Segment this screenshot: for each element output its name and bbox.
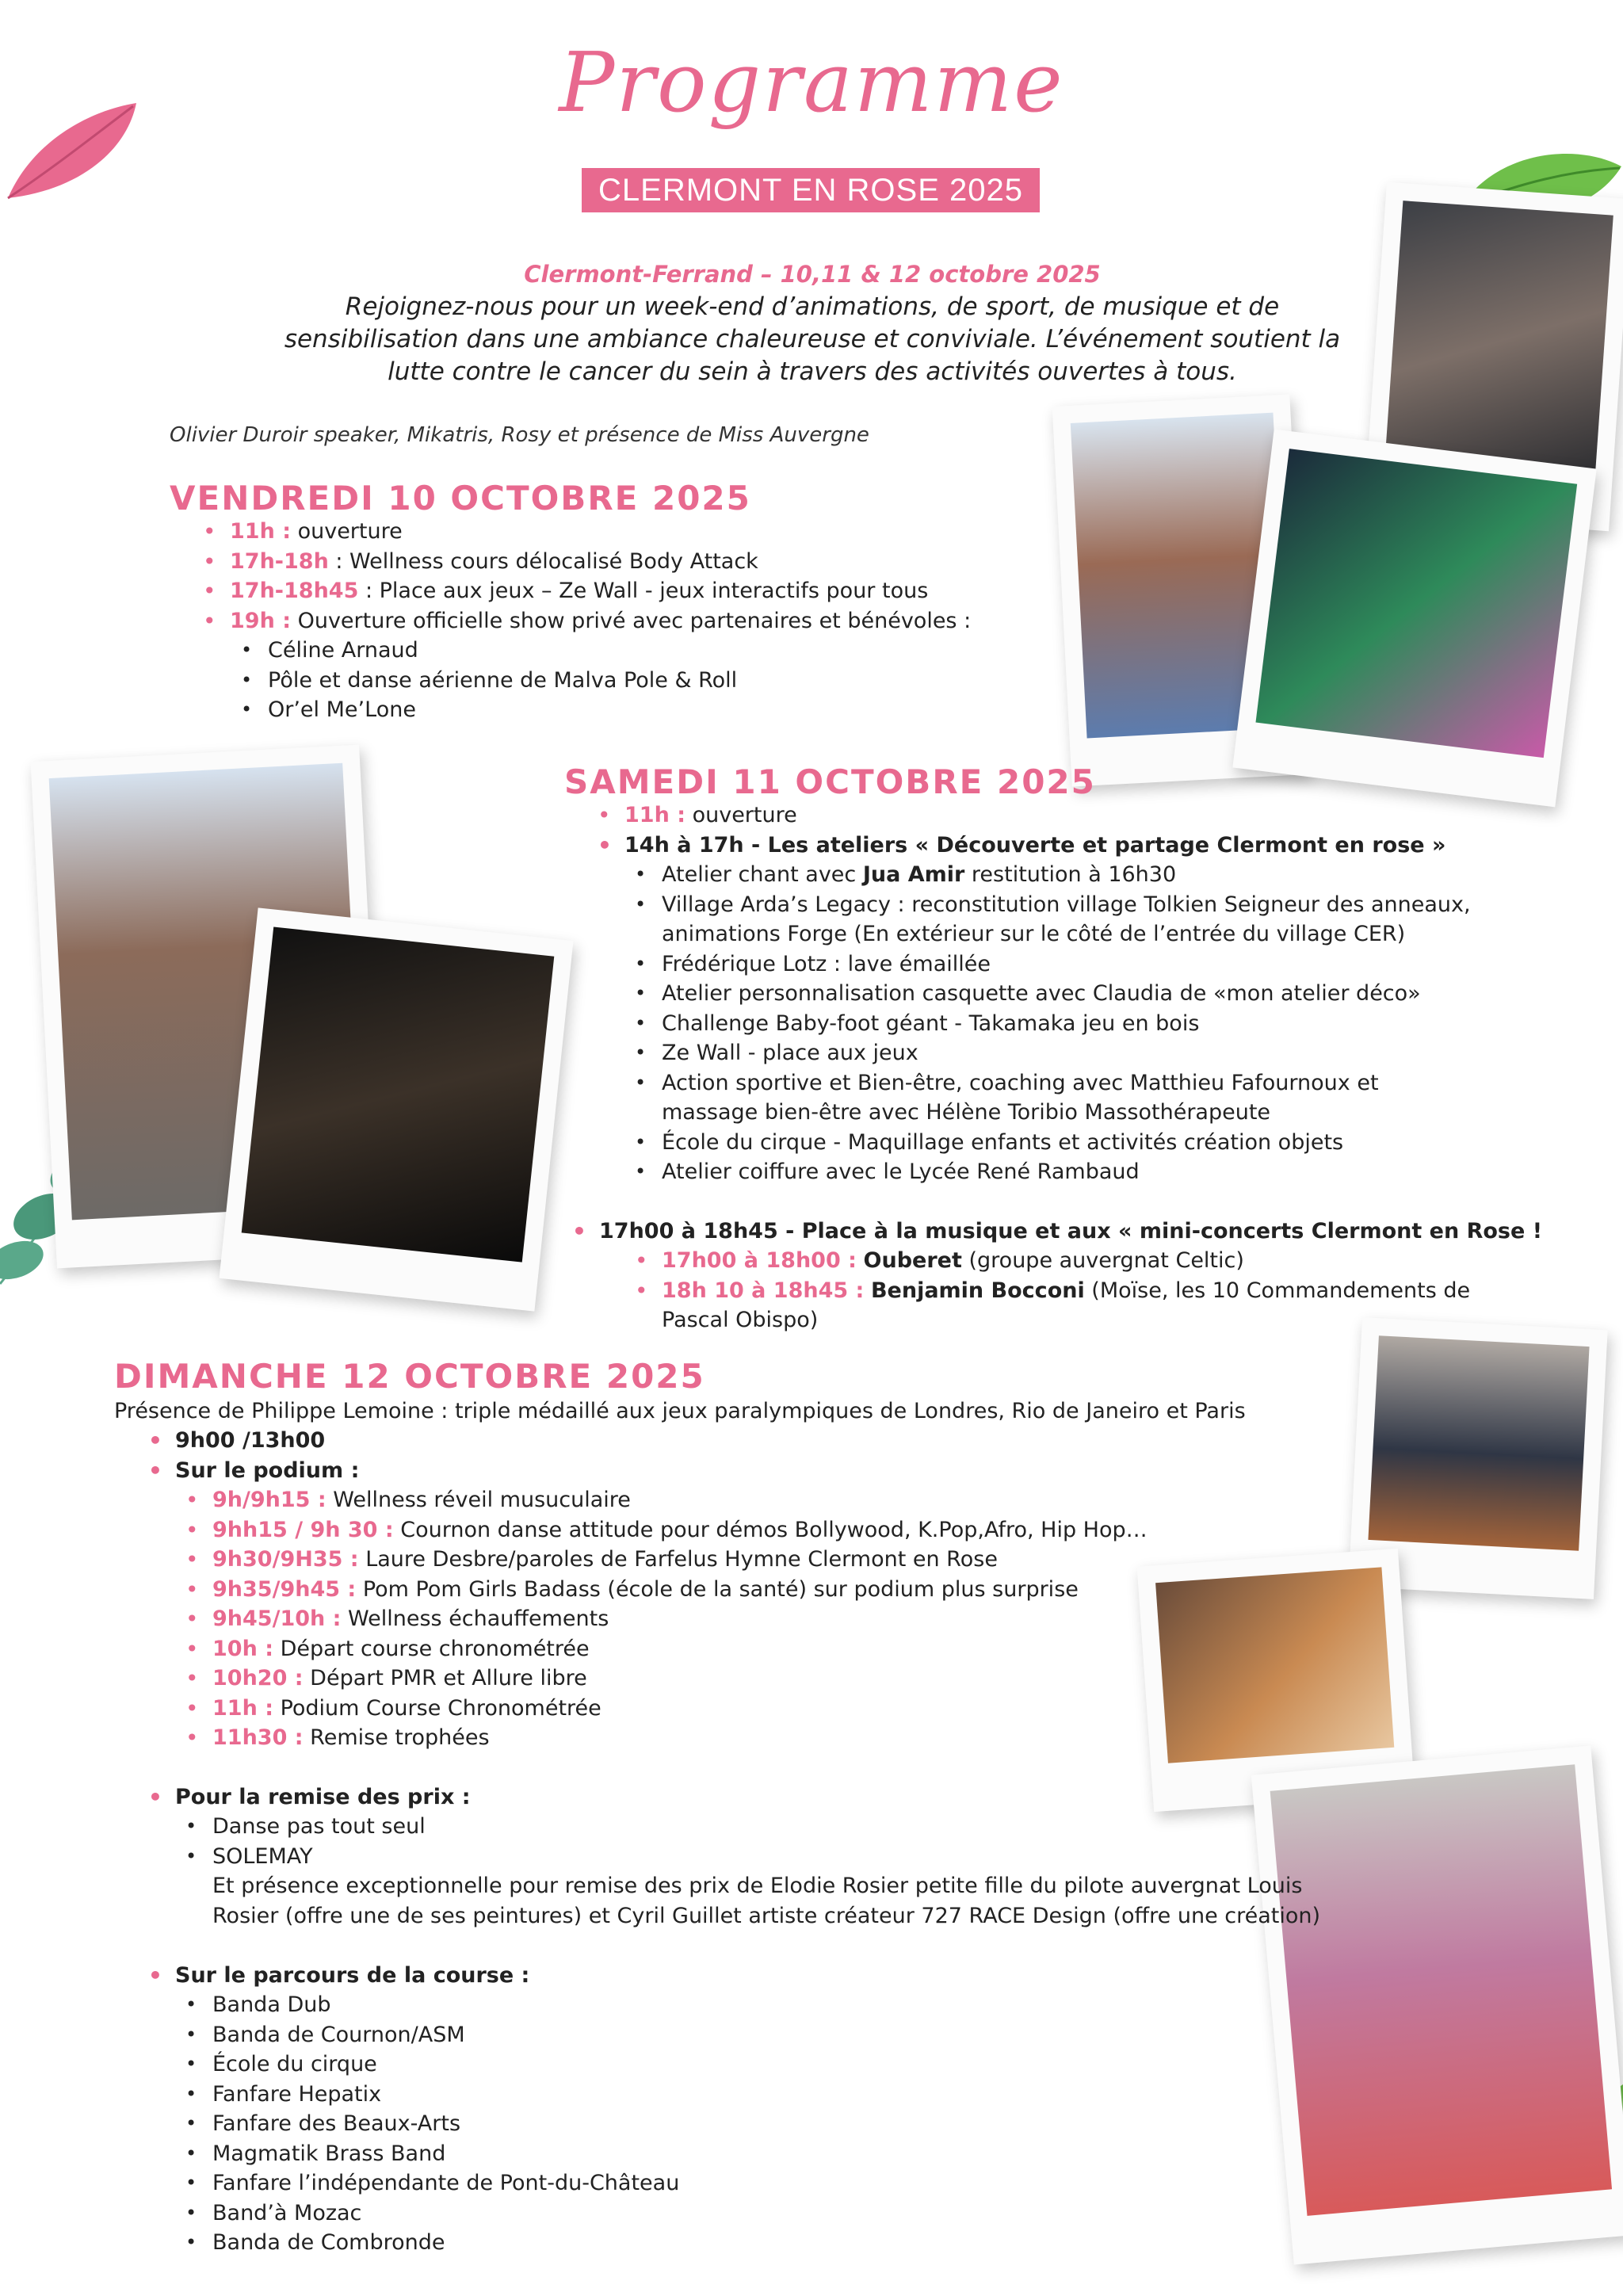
prizes-section [175,1782,471,1813]
list-item: • Magmatik Brass Band [212,2139,679,2169]
list-item: • 11h : ouverture [624,800,1445,831]
friday-sublist [268,636,737,725]
sunday-presence: Présence de Philippe Lemoine : triple médaillé aux jeux paralympiques de Londres, Rio de Janeiro et Paris [114,1399,1246,1423]
photo-award-ceremony [1251,1745,1623,2264]
list-item: • 17h-18h45 : Place aux jeux – Ze Wall - jeux interactifs pour tous [230,576,971,606]
list-item: • Action sportive et Bien-être, coaching avec Matthieu Fafournoux et massage bien-être avec Hélène Toribio Massothérapeute [662,1068,1471,1128]
list-item: • Band’à Mozac [212,2199,679,2229]
list-item: • 9hh15 / 9h 30 : Cournon danse attitude pour démos Bollywood, K.Pop,Afro, Hip Hop… [212,1515,1148,1545]
saturday-list [624,800,1445,860]
list-item: • Frédérique Lotz : lave émaillée [662,949,1471,980]
list-item: • 11h30 : Remise trophées [212,1723,1148,1753]
photo-band [220,907,574,1311]
concerts-section [599,1217,1542,1247]
list-item: • 11h : ouverture [230,517,971,547]
saturday-heading: SAMEDI 11 OCTOBRE 2025 [564,762,1096,801]
list-item: • 17h-18h : Wellness cours délocalisé Body Attack [230,547,971,577]
list-item: • 10h : Départ course chronométrée [212,1634,1148,1664]
title-banner: CLERMONT EN ROSE 2025 [582,168,1040,212]
intro-line: lutte contre le cancer du sein à travers des activités ouvertes à tous. [388,357,1237,386]
list-item: • Pôle et danse aérienne de Malva Pole & Roll [268,666,737,696]
podium-list [212,1485,1148,1753]
intro-block [238,258,1387,388]
ateliers-title: • 14h à 17h - Les ateliers « Découverte et partage Clermont en rose » [624,831,1445,861]
list-item: • Fanfare Hepatix [212,2080,679,2110]
programme-script-title: Programme [559,34,1064,131]
list-item: • Or’el Me’Lone [268,695,737,725]
list-item: • Fanfare des Beaux-Arts [212,2109,679,2139]
list-item: • École du cirque - Maquillage enfants et activités création objets [662,1128,1471,1158]
podium-title: • Sur le podium : [175,1456,359,1486]
list-item: • 11h : Podium Course Chronométrée [212,1694,1148,1724]
list-item: • Atelier chant avec Jua Amir restitution à 16h30 [662,860,1471,890]
list-item: • 9h00 /13h00 [175,1426,359,1456]
list-item: • SOLEMAY [212,1842,426,1872]
event-dates: Clermont-Ferrand – 10,11 & 12 octobre 2025 [524,261,1101,288]
list-item: • Ze Wall - place aux jeux [662,1038,1471,1068]
list-item: • Challenge Baby-foot géant - Takamaka jeu en bois [662,1009,1471,1039]
intro-line: sensibilisation dans une ambiance chaleureuse et conviviale. L’événement soutient la [284,325,1341,353]
list-item: • Fanfare l’indépendante de Pont-du-Château [212,2168,679,2199]
concerts-list [662,1246,1470,1335]
concerts-title: • 17h00 à 18h45 - Place à la musique et aux « mini-concerts Clermont en Rose ! [599,1217,1542,1247]
list-item: • 17h00 à 18h00 : Ouberet (groupe auvergnat Celtic) [662,1246,1470,1276]
friday-list [230,517,971,636]
friday-heading: VENDREDI 10 OCTOBRE 2025 [170,479,751,518]
prizes-title: • Pour la remise des prix : [175,1782,471,1813]
course-list [212,1990,679,2258]
list-item: • Danse pas tout seul [212,1812,426,1842]
course-section [175,1961,529,1991]
list-item: • Atelier coiffure avec le Lycée René Rambaud [662,1157,1471,1187]
sunday-list [175,1426,359,1485]
list-item: • Banda de Combronde [212,2228,679,2258]
list-item: • 18h 10 à 18h45 : Benjamin Bocconi (Moïse, les 10 Commandements de Pascal Obispo) [662,1276,1470,1335]
list-item: • Atelier personnalisation casquette avec Claudia de «mon atelier déco» [662,979,1471,1009]
ateliers-list [662,860,1471,1187]
list-item: • 9h/9h15 : Wellness réveil musuculaire [212,1485,1148,1515]
list-item: • École du cirque [212,2050,679,2080]
course-title: • Sur le parcours de la course : [175,1961,529,1991]
intro-line: Rejoignez-nous pour un week-end d’animations, de sport, de musique et de [345,292,1280,321]
list-item: • 10h20 : Départ PMR et Allure libre [212,1664,1148,1694]
list-item: • Village Arda’s Legacy : reconstitution village Tolkien Seigneur des anneaux, animations Forge (En extérieur sur le côté de l’entrée du village CER) [662,890,1471,949]
prizes-note: Et présence exceptionnelle pour remise des prix de Elodie Rosier petite fille du pilote auvergnat Louis Rosier (offre une de ses peintures) et Cyril Guillet artiste créateur 727 RACE Design (offre une création) [212,1874,1321,1928]
list-item: • 19h : Ouverture officielle show privé avec partenaires et bénévoles : [230,606,971,636]
list-item: • Banda de Cournon/ASM [212,2020,679,2050]
list-item: • Céline Arnaud [268,636,737,666]
prizes-list [212,1812,426,1871]
list-item: • 9h45/10h : Wellness échauffements [212,1604,1148,1634]
list-item: • 9h35/9h45 : Pom Pom Girls Badass (école de la santé) sur podium plus surprise [212,1575,1148,1605]
sunday-heading: DIMANCHE 12 OCTOBRE 2025 [114,1357,705,1396]
list-item: • 9h30/9H35 : Laure Desbre/paroles de Farfelus Hymne Clermont en Rose [212,1545,1148,1575]
photo-dancer-green [1232,430,1596,808]
list-item: • Banda Dub [212,1990,679,2020]
guests-line: Olivier Duroir speaker, Mikatris, Rosy et présence de Miss Auvergne [170,423,869,447]
